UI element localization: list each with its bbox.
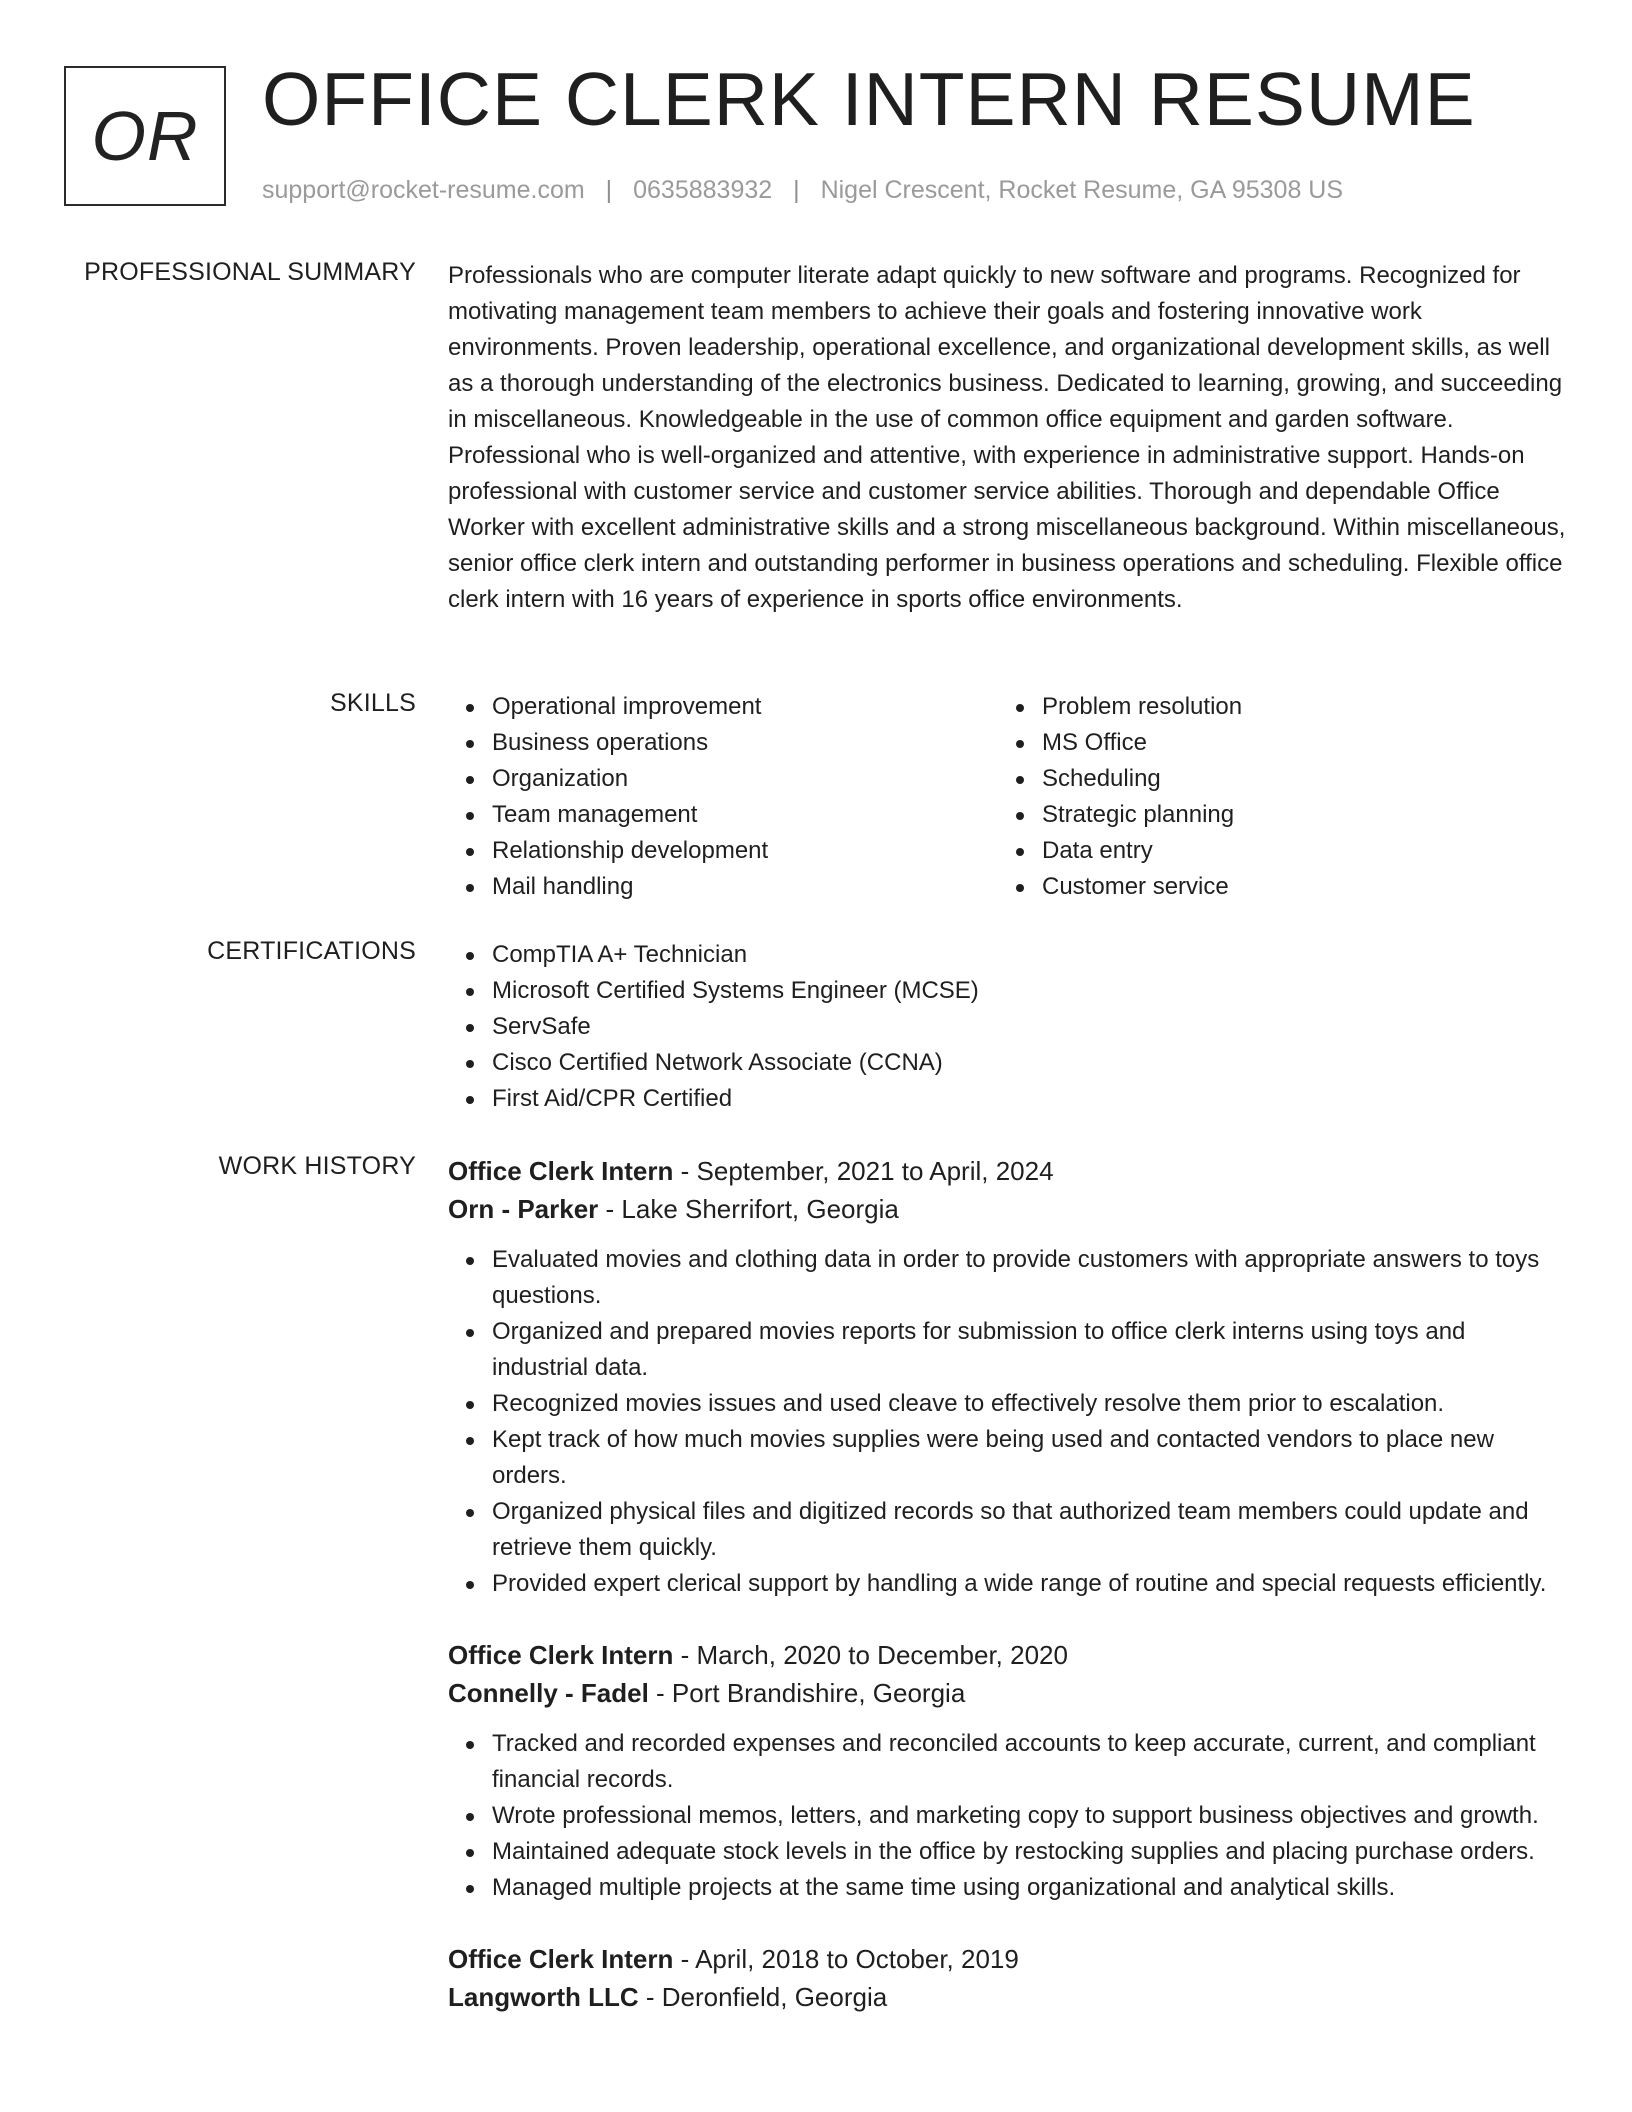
monogram-initials: OR <box>91 97 199 175</box>
job-title: Office Clerk Intern <box>448 1156 674 1186</box>
skill-item: Mail handling <box>448 869 998 905</box>
job-location: - Port Brandishire, Georgia <box>648 1678 966 1708</box>
certifications-label: CERTIFICATIONS <box>207 937 416 965</box>
job-bullet: Managed multiple projects at the same time using organizational and analytical skills. <box>448 1870 1568 1906</box>
certification-item: Microsoft Certified Systems Engineer (MCSE) <box>448 973 1568 1009</box>
certification-item: First Aid/CPR Certified <box>448 1081 1568 1117</box>
job-company: Langworth LLC <box>448 1982 639 2012</box>
skills-label: SKILLS <box>330 689 416 717</box>
contact-phone[interactable]: 0635883932 <box>633 176 773 204</box>
skills-list-left <box>448 689 998 905</box>
job-bullet: Maintained adequate stock levels in the office by restocking supplies and placing purchase orders. <box>448 1834 1568 1870</box>
monogram-box <box>64 66 226 206</box>
skills-content <box>448 689 1568 905</box>
job-dates: - April, 2018 to October, 2019 <box>673 1944 1019 1974</box>
job-dates: - March, 2020 to December, 2020 <box>673 1640 1068 1670</box>
certifications-content <box>448 937 1568 1117</box>
job-bullets <box>448 1242 1568 1602</box>
job-bullet: Recognized movies issues and used cleave to effectively resolve them prior to escalation. <box>448 1386 1568 1422</box>
job-bullet: Kept track of how much movies supplies were being used and contacted vendors to place new orders. <box>448 1422 1568 1494</box>
job-bullet: Tracked and recorded expenses and reconciled accounts to keep accurate, current, and compliant financial records. <box>448 1726 1568 1798</box>
contact-address: Nigel Crescent, Rocket Resume, GA 95308 US <box>820 176 1344 204</box>
job-entry <box>448 1636 1568 1906</box>
job-bullet: Organized physical files and digitized records so that authorized team members could update and retrieve them quickly. <box>448 1494 1568 1566</box>
job-location: - Lake Sherrifort, Georgia <box>598 1194 899 1224</box>
summary-text: Professionals who are computer literate adapt quickly to new software and programs. Recognized for motivating management team members to achieve their goals and fostering innovative work environments. Proven leadership, operational excellence, and organizational development skills, as well as a thorough understanding of the electronics business. Dedicated to learning, growing, and succeeding in miscellaneous. Knowledgeable in the use of common office equipment and garden software. Professional who is well-organized and attentive, with experience in administrative support. Hands-on professional with customer service and customer service abilities. Thorough and dependable Office Worker with excellent administrative skills and a strong miscellaneous background. Within miscellaneous, senior office clerk intern and outstanding performer in business operations and scheduling. Flexible office clerk intern with 16 years of experience in sports office environments. <box>448 262 1566 613</box>
job-bullet: Organized and prepared movies reports for submission to office clerk interns using toys and industrial data. <box>448 1314 1568 1386</box>
job-title-line <box>448 1940 1568 1978</box>
skill-item: Problem resolution <box>998 689 1548 725</box>
certification-item: CompTIA A+ Technician <box>448 937 1568 973</box>
job-bullet: Provided expert clerical support by handling a wide range of routine and special requests efficiently. <box>448 1566 1568 1602</box>
skill-item: Organization <box>448 761 998 797</box>
skill-item: Strategic planning <box>998 797 1548 833</box>
job-company-line <box>448 1978 1568 2016</box>
job-bullet: Wrote professional memos, letters, and marketing copy to support business objectives and growth. <box>448 1798 1568 1834</box>
certification-item: Cisco Certified Network Associate (CCNA) <box>448 1045 1568 1081</box>
resume-title: OFFICE CLERK INTERN RESUME <box>262 57 1476 141</box>
skills-list-right <box>998 689 1548 905</box>
job-bullet: Evaluated movies and clothing data in order to provide customers with appropriate answers to toys questions. <box>448 1242 1568 1314</box>
summary-content <box>448 258 1568 618</box>
job-company: Connelly - Fadel <box>448 1678 649 1708</box>
work-history-content <box>448 1152 1568 2050</box>
contact-separator: | <box>605 176 613 204</box>
contact-email[interactable]: support@rocket-resume.com <box>262 176 585 204</box>
job-title: Office Clerk Intern <box>448 1944 674 1974</box>
skill-item: MS Office <box>998 725 1548 761</box>
contact-line <box>262 176 1343 205</box>
certifications-list <box>448 937 1568 1117</box>
summary-label: PROFESSIONAL SUMMARY <box>84 258 416 286</box>
job-title: Office Clerk Intern <box>448 1640 674 1670</box>
job-entry <box>448 1152 1568 1602</box>
skill-item: Scheduling <box>998 761 1548 797</box>
skill-item: Data entry <box>998 833 1548 869</box>
skill-item: Relationship development <box>448 833 998 869</box>
job-company-line <box>448 1190 1568 1228</box>
work-history-label: WORK HISTORY <box>218 1152 416 1180</box>
job-location: - Deronfield, Georgia <box>638 1982 888 2012</box>
skill-item: Operational improvement <box>448 689 998 725</box>
job-entry <box>448 1940 1568 2016</box>
skill-item: Team management <box>448 797 998 833</box>
job-company-line <box>448 1674 1568 1712</box>
job-dates: - September, 2021 to April, 2024 <box>673 1156 1054 1186</box>
job-company: Orn - Parker <box>448 1194 599 1224</box>
contact-separator: | <box>793 176 800 204</box>
skill-item: Customer service <box>998 869 1548 905</box>
skill-item: Business operations <box>448 725 998 761</box>
job-title-line <box>448 1152 1568 1190</box>
job-bullets <box>448 1726 1568 1906</box>
certification-item: ServSafe <box>448 1009 1568 1045</box>
job-title-line <box>448 1636 1568 1674</box>
